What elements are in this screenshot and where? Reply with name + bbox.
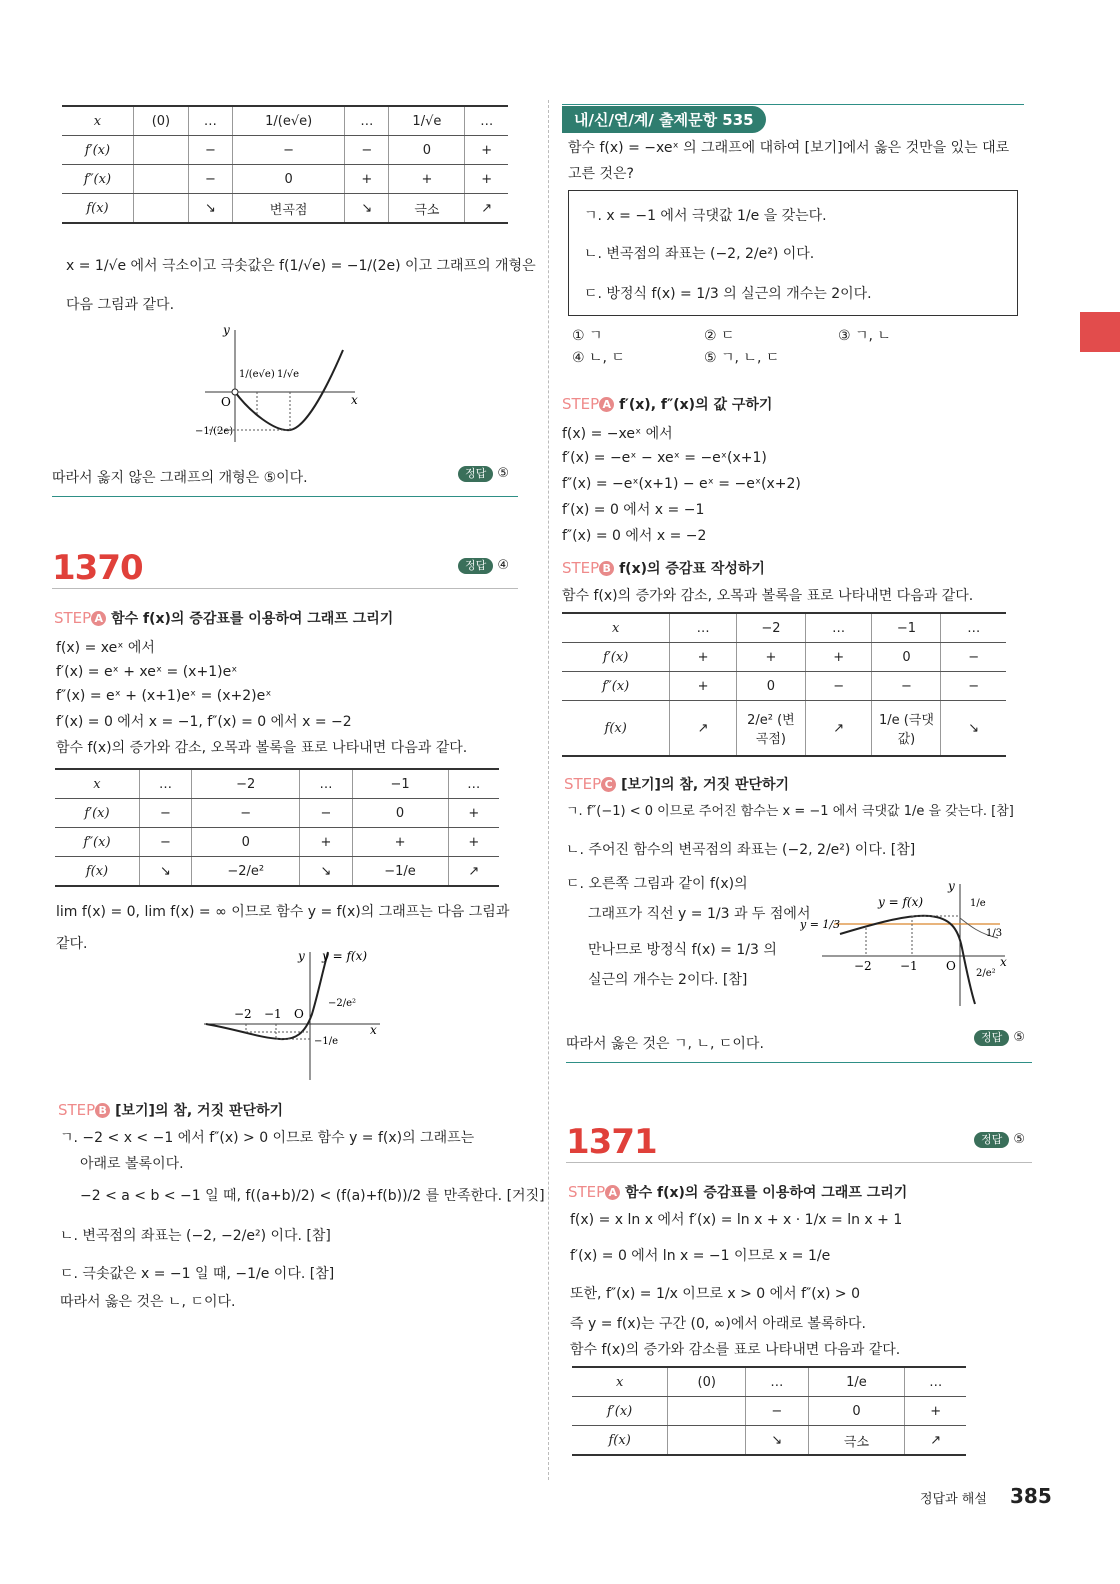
table-cell: 변곡점 [232,194,344,224]
graph-label: −1/e [314,1036,339,1047]
table-cell: − [139,828,191,857]
answer-badge [974,1132,1025,1148]
text-line: x = 1/√e 에서 극소이고 극솟값은 f(1/√e) = −1/(2e) 이고 그래프의 개형은 [66,258,536,274]
step-tag: STEP [562,395,600,413]
graph-label: x [1000,955,1007,969]
table-row [562,672,1006,701]
table-cell: 극소 [808,1426,905,1456]
step-letter: C [601,777,616,792]
math-line: ㄴ. 주어진 함수의 변곡점의 좌표는 (−2, 2/e²) 이다. [참] [566,842,916,858]
table-cell: … [941,613,1006,643]
math-line: f(x) = x ln x 에서 f′(x) = ln x + x · 1/x = ln x + 1 [570,1212,903,1228]
graph-label: y [948,879,955,893]
table-cell: −1 [872,613,941,643]
table-cell: 극소 [389,194,465,224]
math-line: 실근의 개수는 2이다. [참] [588,972,748,988]
step-c-heading [564,774,789,794]
graph-label: −1 [900,959,918,973]
column-divider [548,100,549,1480]
table-cell: − [872,672,941,701]
table-cell: f″(x) [562,672,670,701]
graph-label: y = f(x) [322,949,368,963]
table-cell [668,1397,746,1426]
divider [562,104,1024,105]
table-cell: (0) [668,1367,746,1397]
math-line: 함수 f(x)의 증가와 감소, 오목과 볼록을 표로 나타내면 다음과 같다. [562,588,974,604]
choice: ⑤ ㄱ, ㄴ, ㄷ [704,350,780,366]
graph-2 [200,944,390,1084]
table-cell: + [905,1397,966,1426]
table-cell: ↘ [746,1426,808,1456]
math-line: f(x) = −xeˣ 에서 [562,426,673,442]
math-line: 따라서 옳은 것은 ㄴ, ㄷ이다. [60,1294,236,1310]
problem-number: 1371 [566,1122,657,1162]
step-letter: A [91,611,106,626]
answer-value: ⑤ [1013,1030,1026,1045]
table-row [62,106,508,136]
table-cell: ↗ [905,1426,966,1456]
graph-label: −2/e² [328,998,357,1009]
graph-3 [800,878,1012,1008]
increase-decrease-table [62,105,508,224]
answer-value: ⑤ [497,466,510,481]
table-cell: + [736,643,805,672]
table-cell: f′(x) [55,799,139,828]
table-row [55,769,499,799]
table-cell: + [448,799,499,828]
page-number: 385 [1010,1484,1052,1508]
table-row [55,857,499,887]
graph-label: y = f(x) [878,895,924,909]
step-a-heading [54,608,393,628]
footer-label: 정답과 해설 [920,1492,987,1507]
table-cell: … [905,1367,966,1397]
table-row [562,613,1006,643]
answer-label: 정답 [458,558,493,574]
conclusion-text: 따라서 옳은 것은 ㄱ, ㄴ, ㄷ이다. [566,1036,764,1052]
answer-label: 정답 [974,1030,1009,1046]
math-line: f′(x) = 0 에서 x = −1 [562,502,705,518]
table-cell: − [232,136,344,165]
conclusion-text: 따라서 옳지 않은 그래프의 개형은 ⑤이다. [52,470,308,486]
table-cell: x [62,106,133,136]
step-tag: STEP [58,1101,96,1119]
table-cell: ↗ [805,701,872,757]
choice: ① ㄱ [572,328,603,344]
answer-badge [974,1030,1025,1046]
table-cell: − [188,165,232,194]
step-b-heading [58,1100,283,1120]
step-letter: B [95,1103,110,1118]
table-cell: … [448,769,499,799]
table-cell: f″(x) [55,828,139,857]
table-cell: − [941,672,1006,701]
question-text: 함수 f(x) = −xeˣ 의 그래프에 대하여 [보기]에서 옳은 것만을 있는 대로 [568,140,1010,156]
math-line: f′(x) = eˣ + xeˣ = (x+1)eˣ [56,664,238,680]
graph-label: y [223,323,230,337]
choice: ③ ㄱ, ㄴ [838,328,891,344]
math-line: ㄴ. 변곡점의 좌표는 (−2, −2/e²) 이다. [참] [60,1228,331,1244]
table-cell: 0 [232,165,344,194]
table-cell: ↗ [465,194,508,224]
math-line: 아래로 볼록이다. [80,1156,184,1172]
math-line: ㄱ. f″(−1) < 0 이므로 주어진 함수는 x = −1 에서 극댓값 1/e 을 갖는다. [참] [566,804,1014,819]
table-cell: … [746,1367,808,1397]
table-cell: ↘ [139,857,191,887]
answer-badge [458,466,509,482]
example-item: ㄱ. x = −1 에서 극댓값 1/e 을 갖는다. [584,208,827,224]
table-cell: f′(x) [562,643,670,672]
table-cell: 0 [736,672,805,701]
table-cell: … [188,106,232,136]
table-cell: x [562,613,670,643]
table-cell: 1/e [808,1367,905,1397]
table-row [62,194,508,224]
graph-label: −1 [264,1007,282,1021]
step-title: f(x)의 증감표 작성하기 [619,561,765,577]
graph-label: O [294,1007,304,1021]
table-cell: −2 [192,769,300,799]
math-line: f″(x) = −eˣ(x+1) − eˣ = −eˣ(x+2) [562,476,801,492]
table-cell: + [670,643,737,672]
graph-1 [195,322,365,447]
table-cell: + [465,136,508,165]
step-tag: STEP [568,1183,606,1201]
answer-value: ⑤ [1013,1132,1026,1147]
table-cell: + [300,828,352,857]
table-cell: − [300,799,352,828]
step-title: [보기]의 참, 거짓 판단하기 [621,777,790,793]
table-cell: 1/e (극댓값) [872,701,941,757]
table-cell: … [300,769,352,799]
graph-label: 1/3 [986,928,1003,939]
graph-label: x [370,1023,377,1037]
math-line: 함수 f(x)의 증가와 감소를 표로 나타내면 다음과 같다. [570,1342,901,1358]
table-cell: (0) [133,106,188,136]
table-cell: + [805,643,872,672]
step-letter: A [599,397,614,412]
table-cell: f′(x) [572,1397,668,1426]
table-cell: … [139,769,191,799]
math-line: 만나므로 방정식 f(x) = 1/3 의 [588,942,777,958]
math-line: −2 < a < b < −1 일 때, f((a+b)/2) < (f(a)+f(b))/2 를 만족한다. [거짓] [80,1188,545,1204]
table-cell: f′(x) [62,136,133,165]
graph-label: y = 1/3 [800,918,841,931]
divider [566,1162,1032,1163]
math-line: f″(x) = eˣ + (x+1)eˣ = (x+2)eˣ [56,688,272,704]
problem-number: 1370 [52,548,143,588]
graph-label: y [298,949,305,963]
math-line: 즉 y = f(x)는 구간 (0, ∞)에서 아래로 볼록하다. [570,1316,866,1332]
answer-badge [458,558,509,574]
answer-value: ④ [497,558,510,573]
table-cell [133,165,188,194]
example-item: ㄷ. 방정식 f(x) = 1/3 의 실근의 개수는 2이다. [584,286,872,302]
table-cell: + [352,828,448,857]
table-cell: 0 [808,1397,905,1426]
math-line: ㄷ. 오른쪽 그림과 같이 f(x)의 [566,876,748,892]
graph-label: −1/(2e) [195,426,234,437]
increase-decrease-table [572,1366,966,1456]
table-cell: − [139,799,191,828]
table-cell: … [670,613,737,643]
table-cell: 1/(e√e) [232,106,344,136]
table-row [55,828,499,857]
text-line: 다음 그림과 같다. [66,297,175,313]
math-line: 같다. [56,936,88,952]
example-item: ㄴ. 변곡점의 좌표는 (−2, 2/e²) 이다. [584,246,815,262]
step-a-heading [568,1182,907,1202]
step-letter: B [599,561,614,576]
table-cell: … [345,106,389,136]
table-cell: ↗ [448,857,499,887]
table-cell: − [746,1397,808,1426]
graph-label: O [946,959,956,973]
table-cell: − [192,799,300,828]
table-cell: 1/√e [389,106,465,136]
table-row [572,1426,966,1456]
table-cell: −2 [736,613,805,643]
math-line: f(x) = xeˣ 에서 [56,640,155,656]
table-cell [668,1426,746,1456]
table-cell: 0 [192,828,300,857]
divider [52,496,518,497]
step-a-heading [562,394,772,414]
table-cell: − [188,136,232,165]
graph-label: 1/e [970,898,986,909]
table-cell: + [465,165,508,194]
table-cell: + [448,828,499,857]
section-tab: 내/신/연/계/ 출제문항 535 [562,106,766,133]
graph-label: −2 [234,1007,252,1021]
table-cell: … [465,106,508,136]
table-cell: − [941,643,1006,672]
table-cell: 0 [389,136,465,165]
graph-label: 1/(e√e) [239,369,275,380]
table-cell: ↘ [345,194,389,224]
choice: ④ ㄴ, ㄷ [572,350,625,366]
step-title: [보기]의 참, 거짓 판단하기 [115,1103,284,1119]
table-cell: 0 [872,643,941,672]
table-cell: 2/e² (변곡점) [736,701,805,757]
math-line: f′(x) = 0 에서 ln x = −1 이므로 x = 1/e [570,1248,831,1264]
choice: ② ㄷ [704,328,735,344]
table-cell: −1/e [352,857,448,887]
table-cell [133,194,188,224]
step-tag: STEP [564,775,602,793]
table-cell: f(x) [55,857,139,887]
table-cell: x [55,769,139,799]
table-row [572,1397,966,1426]
table-row [62,136,508,165]
table-cell: −1 [352,769,448,799]
math-line: ㄷ. 극솟값은 x = −1 일 때, −1/e 이다. [참] [60,1266,335,1282]
table-row [572,1367,966,1397]
math-line: 또한, f″(x) = 1/x 이므로 x > 0 에서 f″(x) > 0 [570,1286,861,1302]
step-tag: STEP [562,559,600,577]
table-cell: f″(x) [62,165,133,194]
step-letter: A [605,1185,620,1200]
table-cell: ↘ [300,857,352,887]
graph-label: x [351,393,358,407]
math-line: f″(x) = 0 에서 x = −2 [562,528,707,544]
answer-label: 정답 [974,1132,1009,1148]
step-b-heading [562,558,765,578]
step-tag: STEP [54,609,92,627]
table-cell: − [805,672,872,701]
table-cell: + [389,165,465,194]
graph-label: 2/e² [976,968,996,979]
table-cell: −2/e² [192,857,300,887]
increase-decrease-table [562,612,1006,757]
table-cell: ↘ [941,701,1006,757]
table-cell: x [572,1367,668,1397]
table-cell [133,136,188,165]
table-cell: f(x) [572,1426,668,1456]
table-cell: 0 [352,799,448,828]
math-line: 그래프가 직선 y = 1/3 과 두 점에서 [588,906,811,922]
chapter-tab [1080,312,1120,352]
question-text: 고른 것은? [568,166,634,182]
table-cell: f(x) [62,194,133,224]
table-cell: + [345,165,389,194]
table-row [562,643,1006,672]
answer-label: 정답 [458,466,493,482]
divider [566,1062,1032,1063]
graph-label: O [221,395,231,409]
graph-label: 1/√e [277,369,300,380]
math-line: f′(x) = 0 에서 x = −1, f″(x) = 0 에서 x = −2 [56,714,352,730]
math-line: ㄱ. −2 < x < −1 에서 f″(x) > 0 이므로 함수 y = f(x)의 그래프는 [60,1130,475,1146]
divider [52,588,518,589]
step-title: f′(x), f″(x)의 값 구하기 [619,397,773,413]
table-cell: + [670,672,737,701]
table-row [62,165,508,194]
math-line: lim f(x) = 0, lim f(x) = ∞ 이므로 함수 y = f(x)의 그래프는 다음 그림과 [56,904,510,920]
table-cell: − [345,136,389,165]
math-line: f′(x) = −eˣ − xeˣ = −eˣ(x+1) [562,450,767,466]
table-cell: f(x) [562,701,670,757]
table-row [562,701,1006,757]
table-cell: ↗ [670,701,737,757]
increase-decrease-table [55,768,499,887]
table-row [55,799,499,828]
step-title: 함수 f(x)의 증감표를 이용하여 그래프 그리기 [625,1185,908,1201]
table-cell: … [805,613,872,643]
table-cell: ↘ [188,194,232,224]
math-line: 함수 f(x)의 증가와 감소, 오목과 볼록을 표로 나타내면 다음과 같다. [56,740,468,756]
graph-label: −2 [854,959,872,973]
step-title: 함수 f(x)의 증감표를 이용하여 그래프 그리기 [111,611,394,627]
